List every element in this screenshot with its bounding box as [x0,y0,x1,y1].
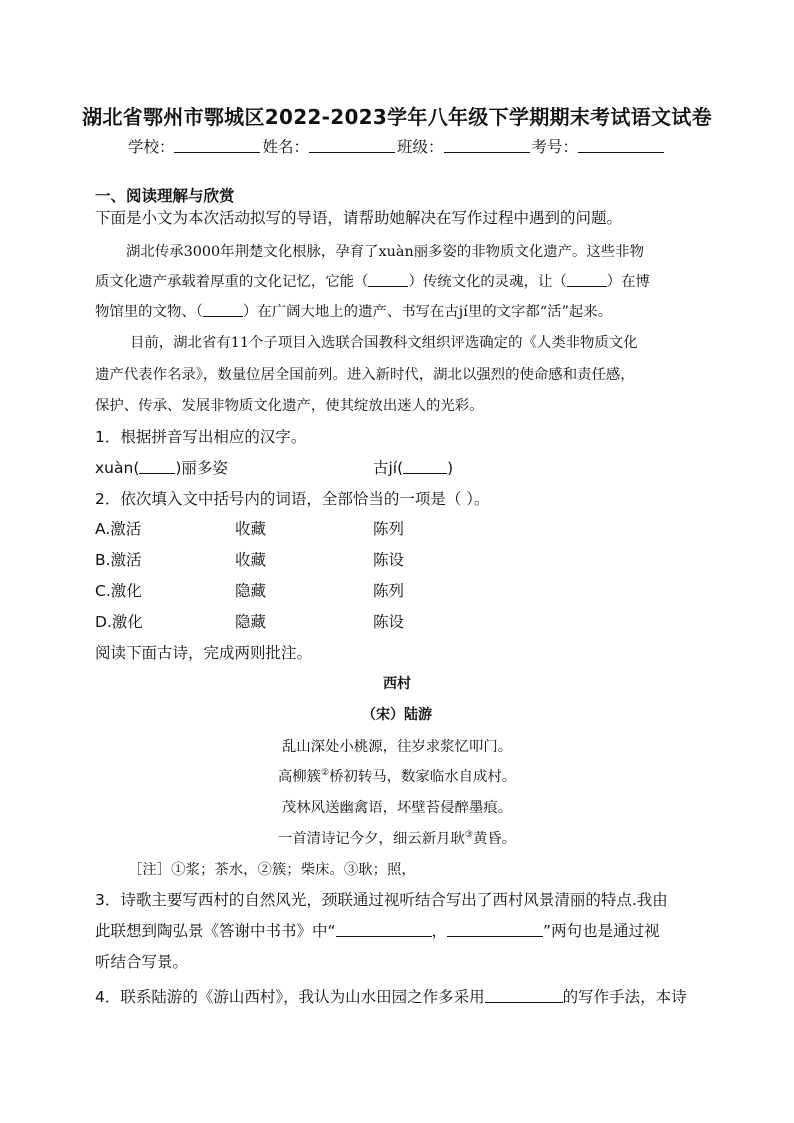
q2-option-label[interactable]: A.激活 [95,520,142,538]
poem-line: 茂林风送幽禽语，坏壁苔侵醉墨痕。 [281,800,513,816]
question-4: 4．联系陆游的《游山西村》，我认为山水田园之作多采用 的写作手法，本诗 [95,988,687,1006]
q2-option-word: 收藏 [235,520,267,538]
passage-line: 物馆里的文物、（ ）在广阔大地上的遗产、书写在古jí里的文字都“活”起来。 [95,304,613,320]
question-1: 1．根据拼音写出相应的汉字。 [95,428,307,446]
q2-option-label[interactable]: B.激活 [95,551,142,569]
student-info-row [0,135,794,157]
poem-line: 一首清诗记今夕，细云新月耿③黄昏。 [277,830,517,847]
q1-blank-b[interactable] [403,460,447,474]
q2-option-word: 陈列 [373,582,405,600]
q1-item-b: 古jí( ) [373,459,454,477]
section-intro: 下面是小文为本次活动拟写的导语，请帮助她解决在写作过程中遇到的问题。 [95,209,623,227]
poem-title: 西村 [383,676,411,692]
number-label: 考号： [531,138,579,156]
school-blank[interactable] [174,138,260,153]
blank-1[interactable] [368,273,408,287]
q1-blank-a[interactable] [139,460,175,474]
q2-option-word: 隐藏 [235,613,267,631]
q3-blank-2[interactable] [447,923,543,937]
q2-option-word: 隐藏 [235,582,267,600]
name-label: 姓名： [262,138,309,156]
poem-note: ［注］①浆；茶水，②簇；柴床。③耿；照， [128,862,416,878]
number-blank[interactable] [578,138,664,153]
class-label: 班级： [397,138,444,156]
question-2: 2．依次填入文中括号内的词语，全部恰当的一项是（ ）。 [95,490,490,508]
q1-item-a: xuàn( )丽多姿 [95,459,228,477]
passage-line: 保护、传承、发展非物质文化遗产，使其绽放出迷人的光彩。 [95,398,484,414]
blank-3[interactable] [203,303,243,317]
q2-option-word: 陈设 [373,551,405,569]
poem-intro: 阅读下面古诗，完成两则批注。 [95,644,313,662]
q3-blank-1[interactable] [336,923,432,937]
q2-option-word: 陈列 [373,520,405,538]
q2-option-label[interactable]: C.激化 [95,582,142,600]
passage-line: 湖北传承3000年荆楚文化根脉，孕育了xuàn丽多姿的非物质文化遗产。这些非物 [126,244,644,260]
question-3: 3．诗歌主要写西村的自然风光，颈联通过视听结合写出了西村风景清丽的特点.我由 [95,891,668,909]
q2-option-word: 收藏 [235,551,267,569]
poem-line: 高柳簇②桥初转马，数家临水自成村。 [277,768,517,785]
school-label: 学校： [127,138,175,156]
q4-blank[interactable] [485,989,563,1003]
passage-line: 遗产代表作名录》，数量位居全国前列。进入新时代，湖北以强烈的使命感和责任感， [95,367,635,383]
q2-option-label[interactable]: D.激化 [95,613,143,631]
poem-line: 乱山深处小桃源，往岁求浆忆叩门。 [281,739,513,755]
poem-author: （宋）陆游 [362,707,432,723]
blank-2[interactable] [567,273,607,287]
passage-line: 目前，湖北省有11个子项目入选联合国教科文组织评选确定的《人类非物质文化 [130,335,638,351]
question-3-cont: 此联想到陶弘景《答谢中书书》中“ ， ”两句也是通过视 [95,922,660,940]
class-blank[interactable] [444,138,530,153]
passage-line: 质文化遗产承载着厚重的文化记忆，它能（ ）传统文化的灵魂，让（ ）在博 [95,274,650,290]
exam-title: 湖北省鄂州市鄂城区2022-2023学年八年级下学期期末考试语文试卷 [82,105,712,129]
section-heading: 一、阅读理解与欣赏 [95,187,235,205]
name-blank[interactable] [309,138,395,153]
q2-option-word: 陈设 [373,613,405,631]
question-3-cont: 听结合写景。 [95,953,189,971]
